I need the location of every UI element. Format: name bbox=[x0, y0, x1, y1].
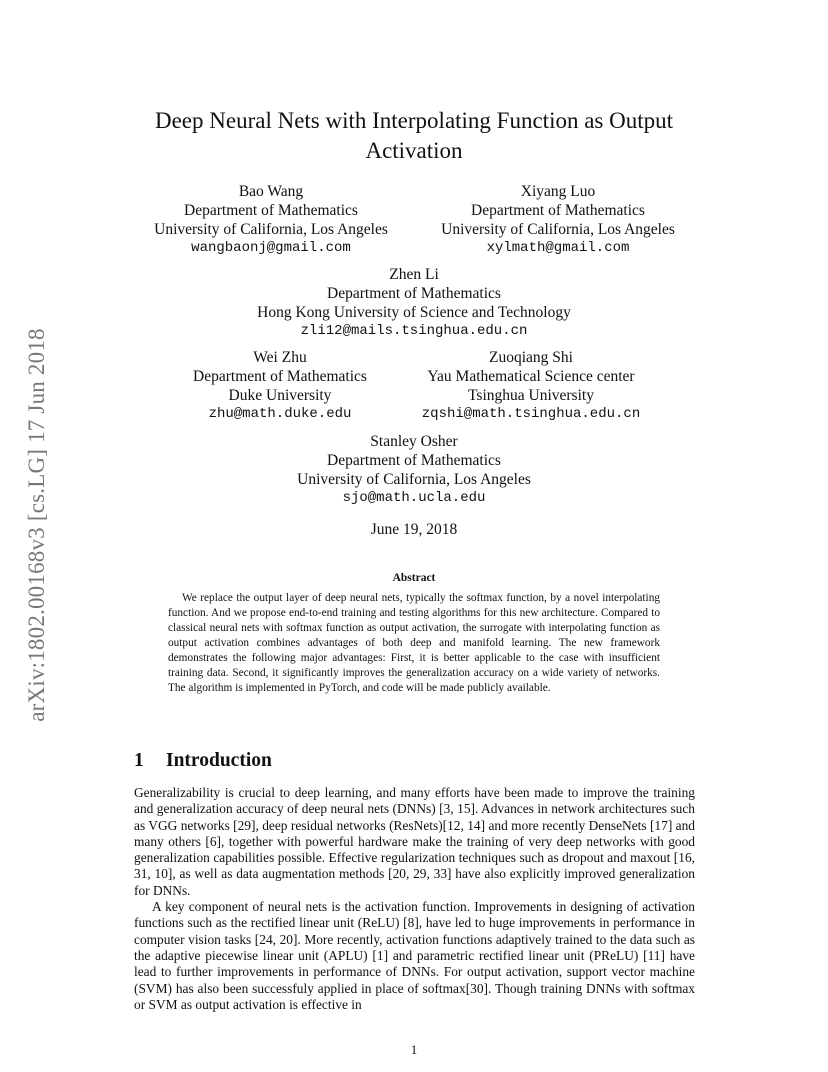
author-affiliation: University of California, Los Angeles bbox=[441, 221, 675, 238]
author-name: Stanley Osher bbox=[370, 433, 458, 450]
author-email: wangbaonj@gmail.com bbox=[191, 240, 351, 256]
page-number: 1 bbox=[410, 1042, 418, 1057]
author-name: Wei Zhu bbox=[253, 349, 307, 366]
section-heading bbox=[134, 750, 272, 772]
author-name: Zhen Li bbox=[389, 266, 439, 283]
author-affiliation: University of California, Los Angeles bbox=[154, 221, 388, 238]
author-name: Bao Wang bbox=[238, 183, 304, 200]
author-department: Department of Mathematics bbox=[327, 452, 501, 469]
paragraph: A key component of neural nets is the activation function. Improvements in designing of activation functions such as the rectified linear unit (ReLU) [8], have led to huge improvements in performance in computer vision tasks [24, 20]. More recently, activation functions adaptively trained to the data such as the adaptive piecewise linear unit (APLU) [1] and parametric rectified linear unit (PReLU) [11] have lead to further improvements in performance of DNNs. For output activation, support vector machine (SVM) has also been successfuly applied in place of softmax[30]. Though training DNNs with softmax or SVM as output activation is effective in bbox=[134, 899, 695, 1012]
paragraph: Generalizability is crucial to deep learning, and many efforts have been made to improve the training and generalization accuracy of deep neural nets (DNNs) [3, 15]. Advances in network architectures such as VGG networks [29], deep residual networks (ResNets)[12, 14] and more recently DenseNets [17] and many others [6], together with powerful hardware make the training of very deep networks with good generalization capabilities possible. Effective regularization techniques such as dropout and maxout [16, 31, 10], as well as data augmentation methods [20, 29, 33] have also explicitly improved generalization for DNNs. bbox=[134, 785, 695, 898]
author-department: Department of Mathematics bbox=[327, 285, 501, 302]
paper-date: June 19, 2018 bbox=[370, 521, 458, 538]
author-block bbox=[170, 348, 390, 424]
author-email: zqshi@math.tsinghua.edu.cn bbox=[421, 406, 641, 422]
author-email: zli12@mails.tsinghua.edu.cn bbox=[300, 323, 528, 339]
author-affiliation: Hong Kong University of Science and Technology bbox=[257, 304, 571, 321]
author-block bbox=[264, 432, 564, 508]
section-title: Introduction bbox=[166, 750, 272, 771]
abstract-heading: Abstract bbox=[392, 572, 436, 584]
abstract-body bbox=[168, 591, 660, 696]
author-affiliation: Tsinghua University bbox=[468, 387, 594, 404]
section-number: 1 bbox=[134, 750, 144, 771]
author-affiliation: University of California, Los Angeles bbox=[297, 471, 531, 488]
paper-title: Deep Neural Nets with Interpolating Function as Output Activation bbox=[154, 108, 674, 163]
author-block bbox=[425, 182, 691, 258]
author-block bbox=[214, 265, 614, 341]
author-department: Department of Mathematics bbox=[193, 368, 367, 385]
author-department: Department of Mathematics bbox=[184, 202, 358, 219]
author-email: sjo@math.ucla.edu bbox=[342, 490, 486, 506]
author-block bbox=[140, 182, 402, 258]
author-department: Yau Mathematical Science center bbox=[427, 368, 635, 385]
author-name: Zuoqiang Shi bbox=[489, 349, 573, 366]
author-name: Xiyang Luo bbox=[520, 183, 596, 200]
section-body bbox=[134, 785, 695, 1013]
author-email: xylmath@gmail.com bbox=[486, 240, 630, 256]
author-email: zhu@math.duke.edu bbox=[208, 406, 352, 422]
author-affiliation: Duke University bbox=[228, 387, 332, 404]
abstract-text: We replace the output layer of deep neural nets, typically the softmax function, by a novel interpolating function. And we propose end-to-end training and testing algorithms for this new architecture. Compared to classical neural nets with softmax function as output activation, the surrogate with interpolating function as output activation combines advantages of both deep and manifold learning. The new framework demonstrates the following major advantages: First, it is better applicable to the case with insufficient training data. Second, it significantly improves the generalization accuracy on a wide variety of networks. The algorithm is implemented in PyTorch, and code will be made publicly available. bbox=[168, 592, 660, 694]
author-department: Department of Mathematics bbox=[471, 202, 645, 219]
author-block bbox=[405, 348, 657, 424]
arxiv-stamp-text: arXiv:1802.00168v3 [cs.LG] 17 Jun 2018 bbox=[24, 328, 49, 722]
